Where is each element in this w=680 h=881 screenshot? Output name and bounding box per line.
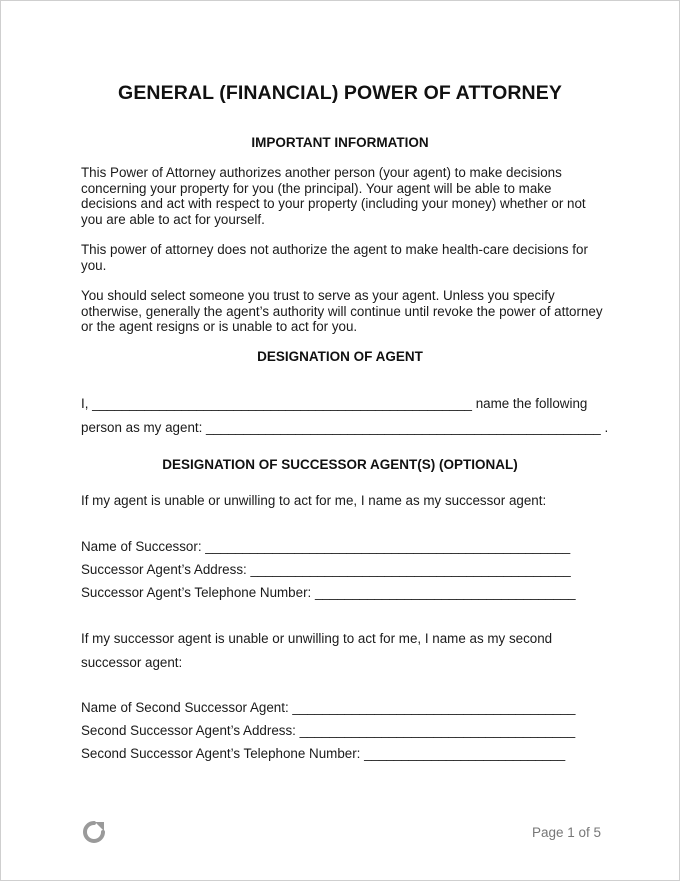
paragraph-line: This Power of Attorney authorizes another person (your agent) to make decisions — [81, 165, 562, 180]
page-number: Page 1 of 5 — [531, 825, 601, 840]
paragraph-line: you are able to act for yourself. — [81, 211, 265, 227]
document-title: GENERAL (FINANCIAL) POWER OF ATTORNEY — [118, 82, 562, 104]
paragraph-line: This power of attorney does not authorize the agent to make health-care decisions for — [81, 242, 588, 257]
successor-telephone-field[interactable]: Successor Agent’s Telephone Number: ___________________________________ — [81, 585, 576, 600]
refresh-arrow-logo-icon — [81, 819, 107, 845]
paragraph-line: you. — [81, 257, 107, 273]
paragraph-line: otherwise, generally the agent’s authority will continue until revoke the power of attorney — [81, 303, 603, 319]
important-paragraph-1 — [81, 165, 611, 227]
agent-name-field[interactable]: I, ___________________________________________________ name the following — [81, 396, 588, 411]
important-paragraph-3 — [81, 288, 611, 335]
agent-person-field[interactable]: person as my agent: _____________________________________________________ . — [81, 420, 609, 435]
second-successor-address-field[interactable]: Second Successor Agent’s Address: _____________________________________ — [81, 723, 576, 738]
paragraph-line: concerning your property for you (the principal). Your agent will be able to make — [81, 180, 552, 196]
paragraph-line: You should select someone you trust to serve as your agent. Unless you specify — [81, 288, 555, 303]
important-paragraph-2 — [81, 242, 611, 273]
paragraph-line: or the agent resigns or is unable to act for you. — [81, 319, 358, 334]
second-successor-telephone-field[interactable]: Second Successor Agent’s Telephone Number: ___________________________ — [81, 746, 566, 761]
second-successor-intro-line-2: successor agent: — [81, 655, 183, 670]
designation-of-agent-heading: DESIGNATION OF AGENT — [257, 349, 423, 364]
successor-name-field[interactable]: Name of Successor: _________________________________________________ — [81, 539, 571, 554]
second-successor-intro-line-1: If my successor agent is unable or unwilling to act for me, I name as my second — [81, 631, 553, 646]
important-information-heading: IMPORTANT INFORMATION — [251, 135, 429, 150]
successor-address-field[interactable]: Successor Agent’s Address: ___________________________________________ — [81, 562, 571, 577]
second-successor-name-field[interactable]: Name of Second Successor Agent: ______________________________________ — [81, 700, 576, 715]
successor-agents-heading: DESIGNATION OF SUCCESSOR AGENT(S) (OPTIONAL) — [162, 457, 518, 472]
paragraph-line: decisions and act with respect to your property (including your money) whether or not — [81, 196, 586, 211]
successor-intro-text: If my agent is unable or unwilling to act for me, I name as my successor agent: — [81, 493, 547, 508]
